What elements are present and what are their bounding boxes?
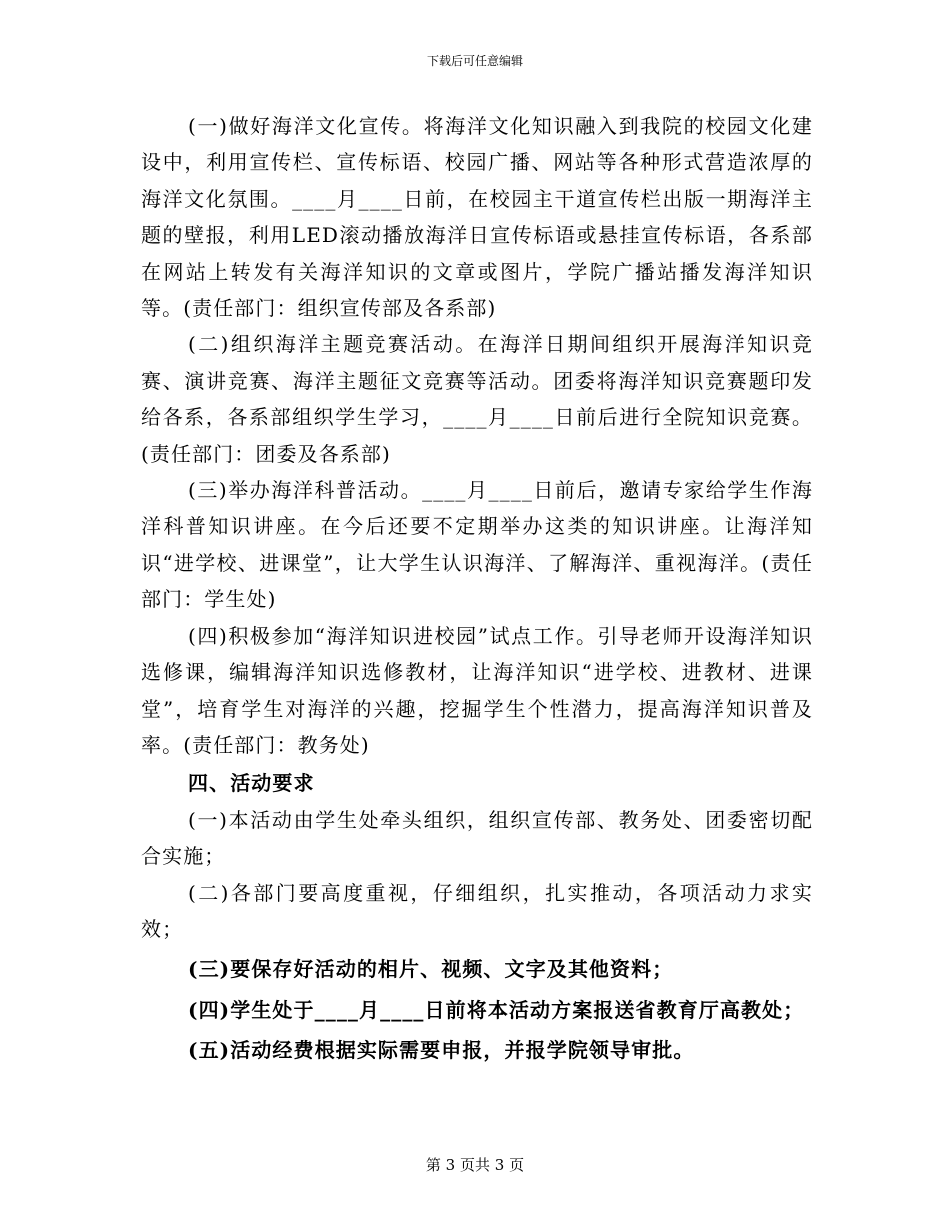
page-footer: 第 3 页共 3 页 [425,1156,525,1174]
page-header: 下载后可任意编辑 [426,54,523,68]
requirement-3: (三)要保存好活动的相片、视频、文字及其他资料； [188,957,674,982]
requirement-1: (一)本活动由学生处牵头组织，组织宣传部、教务处、团委密切配合实施； [141,807,813,869]
requirement-4: (四)学生处于____月____日前将本活动方案报送省教育厅高教处； [188,997,805,1022]
paragraph-science: (三)举办海洋科普活动。____月____日前后，邀请专家给学生作海洋科普知识讲座。在今后还要不定期举办这类的知识讲座。让海洋知识“进学校、进课堂”，让大学生认识海洋、了解海洋、重视海洋。(责任部门：学生处) [141,478,813,612]
document-body [141,108,813,1069]
requirement-2: (二)各部门要高度重视，仔细组织，扎实推动，各项活动力求实效； [141,880,813,941]
paragraph-pilot: (四)积极参加“海洋知识进校园”试点工作。引导老师开设海洋知识选修课，编辑海洋知识选修教材，让海洋知识“进学校、进教材、进课堂”，培育学生对海洋的兴趣，挖掘学生个性潜力，提高海洋知识普及率。(责任部门：教务处) [141,623,813,757]
requirement-5: (五)活动经费根据实际需要申报，并报学院领导审批。 [188,1038,695,1063]
paragraph-promotion: (一)做好海洋文化宣传。将海洋文化知识融入到我院的校园文化建设中，利用宣传栏、宣传标语、校园广播、网站等各种形式营造浓厚的海洋文化氛围。____月____日前，在校园主干道宣传栏出版一期海洋主题的壁报，利用LED滚动播放海洋日宣传标语或悬挂宣传标语，各系部在网站上转发有关海洋知识的文章或图片，学院广播站播发海洋知识等。(责任部门：组织宣传部及各系部) [141,114,813,321]
paragraph-competition: (二)组织海洋主题竞赛活动。在海洋日期间组织开展海洋知识竞赛、演讲竞赛、海洋主题征文竞赛等活动。团委将海洋知识竞赛题印发给各系，各系部组织学生学习，____月____日前后进行全院知识竞赛。(责任部门：团委及各系部) [141,332,813,466]
section-heading: 四、活动要求 [188,771,315,796]
